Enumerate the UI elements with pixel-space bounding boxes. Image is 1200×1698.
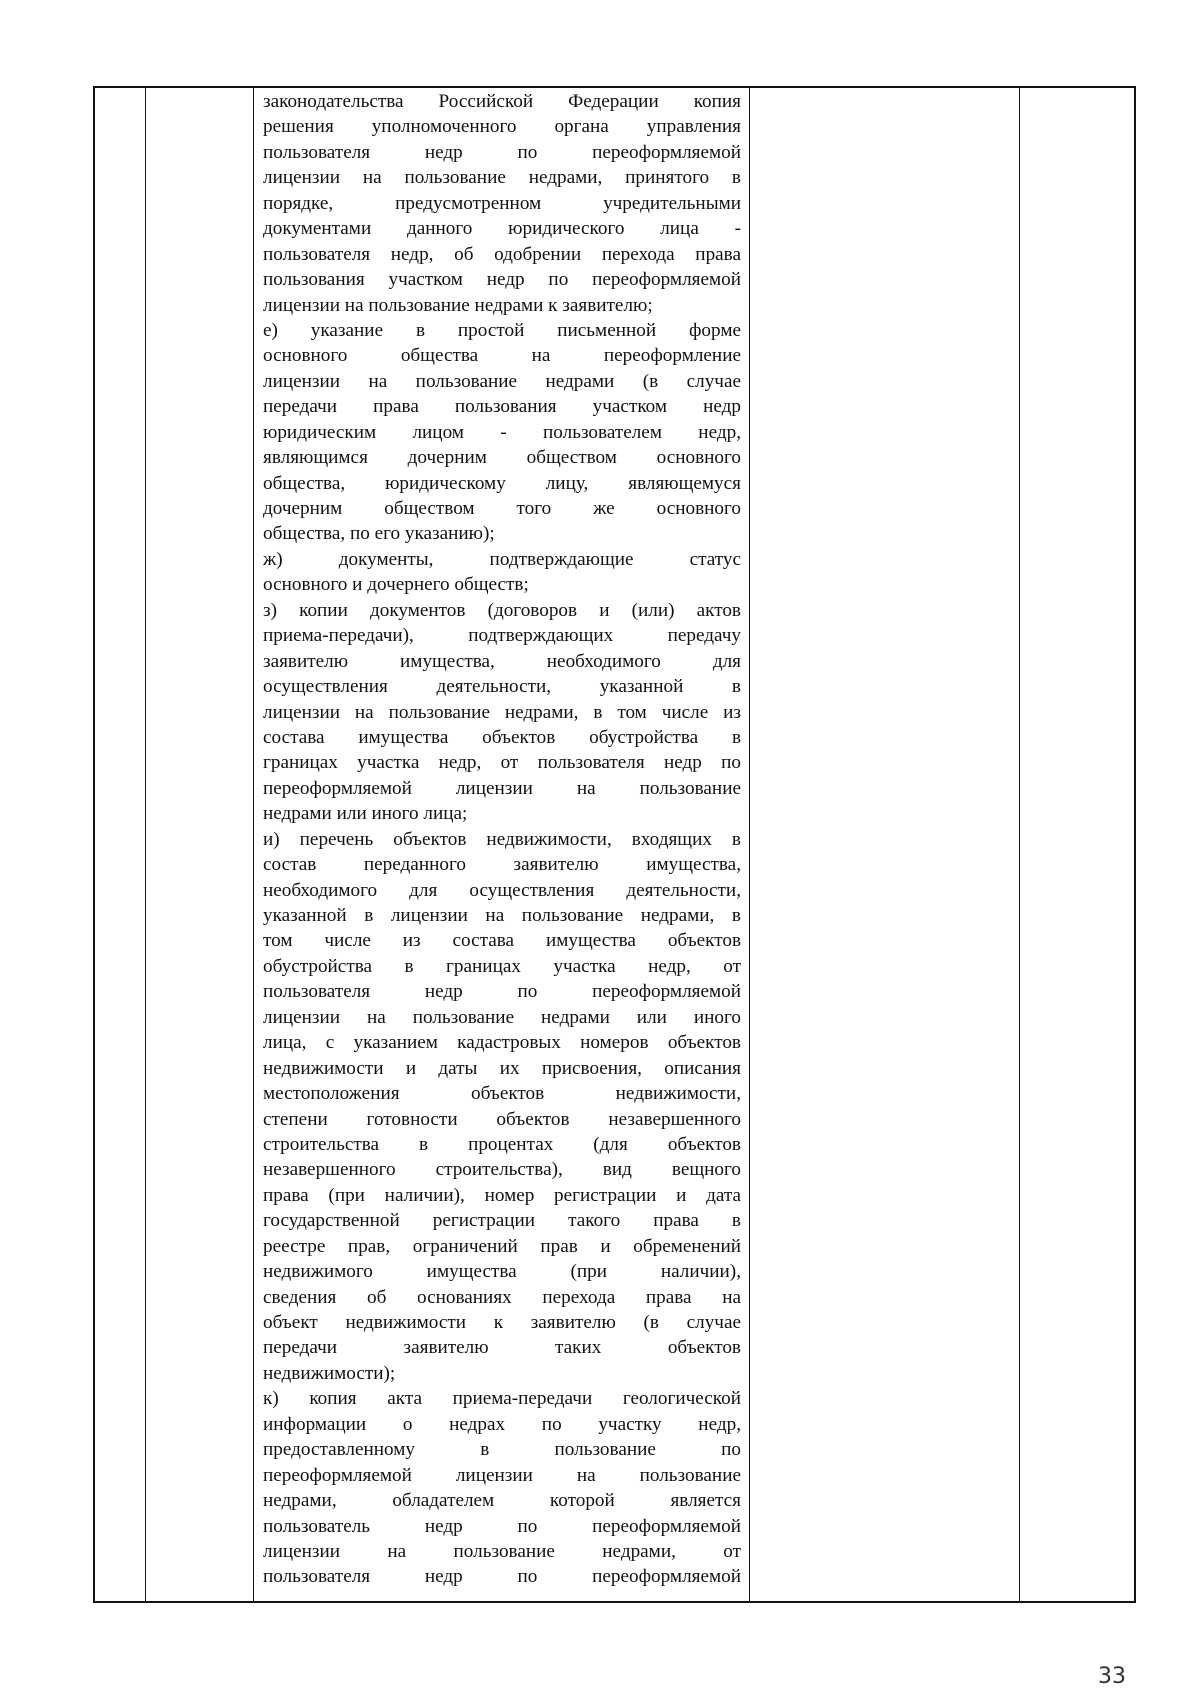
text-line: дочерним обществом того же основного [263,498,741,519]
text-line: степени готовности объектов незавершенного [263,1108,741,1130]
text-line: указанной в лицензии на пользование недрами, в [263,905,741,926]
text-line: е) указание в простой письменной форме [263,319,741,341]
page-number: 33 [1098,1664,1126,1689]
text-line: необходимого для осуществления деятельности, [263,879,741,901]
text-line: пользователь недр по переоформляемой [263,1515,741,1537]
text-line: документами данного юридического лица - [263,218,741,240]
text-line: местоположения объектов недвижимости, [263,1083,741,1105]
text-line: ж) документы, подтверждающие статус [263,548,741,570]
text-line: недрами, обладателем которой является [263,1490,741,1512]
text-line: лицензии на пользование недрами или иного [263,1006,741,1028]
text-line: являющимся дочерним обществом основного [263,447,741,469]
column-divider [1019,88,1020,1601]
text-line: недвижимого имущества (при наличии), [263,1261,741,1283]
text-line: пользователя недр по переоформляемой [263,981,741,1003]
text-line: том числе из состава имущества объектов [263,930,741,952]
column-divider [253,88,254,1601]
text-line: недвижимости и даты их присвоения, описания [263,1057,741,1079]
text-line: к) копия акта приема-передачи геологической [263,1388,741,1410]
text-line: переоформляемой лицензии на пользование [263,1464,741,1486]
text-line: осуществления деятельности, указанной в [263,676,741,698]
requirements-text-cell [263,88,741,1590]
text-line: лицензии на пользование недрами к заявителю; [263,294,653,316]
text-line: юридическим лицом - пользователем недр, [263,421,741,443]
text-line: передачи заявителю таких объектов [263,1337,741,1359]
text-line: порядке, предусмотренном учредительными [263,192,741,214]
text-line: общества, юридическому лицу, являющемуся [263,472,741,494]
text-line: незавершенного строительства), вид вещного [263,1159,741,1181]
text-line: лица, с указанием кадастровых номеров объектов [263,1032,741,1054]
text-line: основного и дочернего обществ; [263,574,529,596]
text-line: границах участка недр, от пользователя недр по [263,752,741,774]
text-line: переоформляемой лицензии на пользование [263,777,741,799]
text-line: реестре прав, ограничений прав и обременений [263,1235,741,1257]
text-line: сведения об основаниях перехода права на [263,1286,741,1308]
text-line: законодательства Российской Федерации копия [263,91,741,112]
text-line: лицензии на пользование недрами, от [263,1540,741,1562]
text-line: недвижимости); [263,1362,396,1384]
text-line: приема-передачи), подтверждающих передачу [263,625,741,647]
text-line: заявителю имущества, необходимого для [263,650,741,672]
text-line: решения уполномоченного органа управления [263,116,741,138]
text-line: лицензии на пользование недрами (в случае [263,370,741,392]
text-line: передачи права пользования участком недр [263,396,741,418]
text-line: з) копии документов (договоров и (или) актов [263,599,741,621]
column-divider [145,88,146,1601]
column-divider [749,88,750,1601]
text-line: основного общества на переоформление [263,345,741,367]
text-line: информации о недрах по участку недр, [263,1413,741,1435]
text-line: государственной регистрации такого права в [263,1210,741,1232]
document-table [93,86,1136,1603]
text-line: объект недвижимости к заявителю (в случае [263,1312,741,1333]
text-line: недрами или иного лица; [263,803,468,825]
text-line: пользователя недр по переоформляемой [263,141,741,163]
text-line: строительства в процентах (для объектов [263,1133,741,1155]
text-line: пользования участком недр по переоформляемой [263,269,741,291]
text-line: пользователя недр, об одобрении перехода права [263,243,741,265]
text-line: предоставленному в пользование по [263,1439,741,1461]
text-line: состав переданного заявителю имущества, [263,854,741,876]
text-line: права (при наличии), номер регистрации и дата [263,1184,741,1206]
text-line: обустройства в границах участка недр, от [263,955,741,977]
text-line: общества, по его указанию); [263,523,495,545]
text-line: состава имущества объектов обустройства в [263,726,741,748]
text-line: и) перечень объектов недвижимости, входящих в [263,828,741,850]
text-line: лицензии на пользование недрами, принятого в [263,167,741,189]
text-line: лицензии на пользование недрами, в том числе из [263,701,741,723]
text-line: пользователя недр по переоформляемой [263,1566,741,1588]
